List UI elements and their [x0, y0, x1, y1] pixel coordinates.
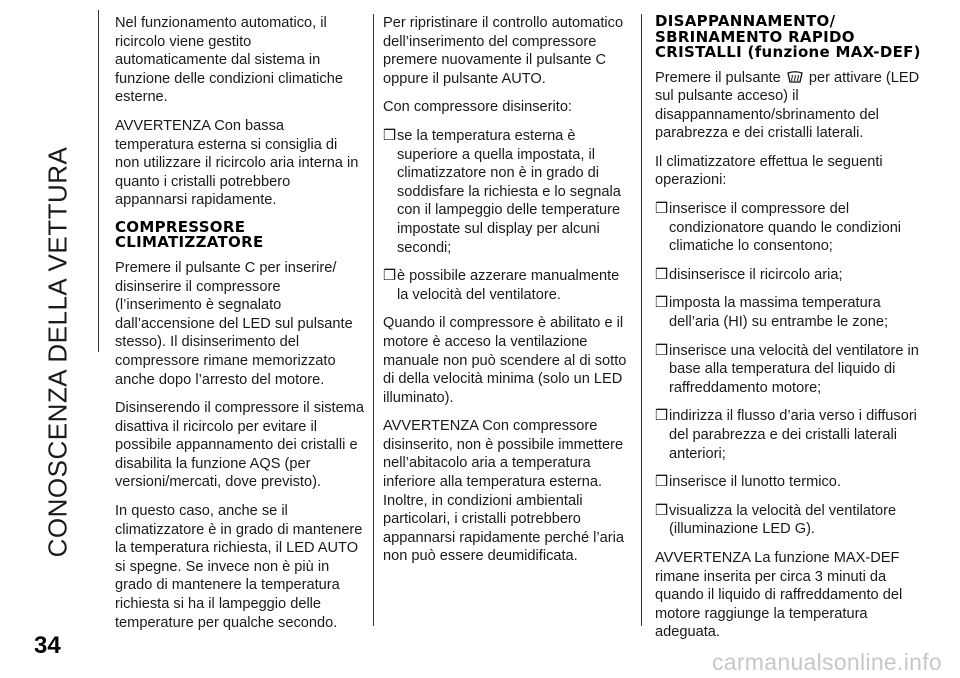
- sidebar-divider: [98, 10, 99, 352]
- text-column-2: [383, 14, 633, 576]
- watermark: carmanualsonline.info: [711, 649, 942, 675]
- paragraph-text: per attivare (LED sul pulsante acceso) il disappannamento/sbrinamento del parabrezza e dei cristalli laterali.: [655, 69, 920, 142]
- paragraph: Premere il pulsante C per inserire/ disinserire il compressore (l’inserimento è segnalato dall’accensione del LED sul pulsante stesso). Il disinserimento del compressore rimane memorizzato anche dopo l’arresto del motore.: [115, 259, 353, 388]
- checkbox-bullet-icon: ❒: [655, 201, 669, 218]
- bullet-item: [383, 267, 633, 304]
- checkbox-bullet-icon: ❒: [383, 268, 397, 285]
- bullet-item: [655, 407, 923, 463]
- bullet-text: è possibile azzerare manualmente la velocità del ventilatore.: [397, 268, 620, 303]
- paragraph: In questo caso, anche se il climatizzatore è in grado di mantenere la temperatura richiesta, il LED AUTO si spegne. Se invece non è più in grado di mantenere la temperatura richiesta si ha il lampeggio delle temperature per qualche secondo.: [115, 503, 363, 631]
- bullet-item: [655, 342, 923, 398]
- paragraph: Nel funzionamento automatico, il ricircolo viene gestito automaticamente dal sistema in funzione delle condizioni climatiche esterne.: [115, 15, 343, 106]
- section-title: CONOSCENZA DELLA VETTURA: [42, 146, 73, 558]
- paragraph: Quando il compressore è abilitato e il motore è acceso la ventilazione manuale non può scendere al di sotto di della velocità minima (solo un LED illuminato).: [383, 315, 627, 406]
- paragraph-text: Premere il pulsante: [655, 69, 781, 86]
- warning-paragraph: AVVERTENZA La funzione MAX-DEF rimane inserita per circa 3 minuti da quando il liquido di raffreddamento del motore raggiunge la temperatura adeguata.: [655, 549, 903, 641]
- checkbox-bullet-icon: ❒: [383, 127, 397, 144]
- checkbox-bullet-icon: ❒: [655, 266, 669, 283]
- windshield-defrost-icon: [787, 71, 803, 83]
- paragraph: [655, 69, 923, 143]
- text-column-1: [115, 14, 365, 642]
- section-heading: DISAPPANNAMENTO/ SBRINAMENTO RAPIDO CRISTALLI (funzione MAX-DEF): [655, 12, 921, 61]
- paragraph: Con compressore disinserito:: [383, 99, 572, 116]
- column-divider: [373, 14, 374, 626]
- warning-paragraph: AVVERTENZA Con compressore disinserito, non è possibile immettere nell’abitacolo aria a temperatura inferiore alla temperatura esterna. Inoltre, in condizioni ambientali particolari, i cristalli potrebbero appannarsi rapidamente perché l’aria non può essere deumidificata.: [383, 418, 624, 565]
- bullet-item: [655, 200, 923, 256]
- bullet-text: se la temperatura esterna è superiore a quella impostata, il climatizzatore non è in grado di soddisfare la richiesta e lo segnala con il lampeggio delle temperature impostate sul display per alcuni secondi;: [397, 127, 621, 256]
- paragraph: Per ripristinare il controllo automatico dell’inserimento del compressore premere nuovamente il pulsante C oppure il pulsante AUTO.: [383, 15, 624, 87]
- paragraph: Il climatizzatore effettua le seguenti operazioni:: [655, 153, 883, 189]
- text-column-3: [655, 14, 923, 652]
- column-divider: [641, 14, 642, 626]
- page-number: 34: [34, 632, 61, 659]
- bullet-item: [655, 294, 923, 331]
- checkbox-bullet-icon: ❒: [655, 502, 669, 519]
- bullet-text: inserisce una velocità del ventilatore in base alla temperatura del liquido di raffreddamento motore;: [669, 342, 919, 396]
- bullet-text: imposta la massima temperatura dell’aria (HI) su entrambe le zone;: [669, 295, 889, 331]
- checkbox-bullet-icon: ❒: [655, 342, 669, 359]
- bullet-item: [655, 502, 923, 539]
- bullet-item: [655, 473, 923, 492]
- paragraph: Disinserendo il compressore il sistema disattiva il ricircolo per evitare il possibile appannamento dei cristalli e disabilita la funzione AQS (per versioni/mercati, dove previsto).: [115, 400, 364, 491]
- bullet-item: [655, 266, 923, 285]
- bullet-text: indirizza il flusso d’aria verso i diffusori del parabrezza e dei cristalli laterali anteriori;: [669, 408, 917, 462]
- bullet-text: inserisce il compressore del condizionatore quando le condizioni climatiche lo consentono;: [669, 201, 902, 255]
- section-heading: COMPRESSORE CLIMATIZZATORE: [115, 217, 264, 252]
- checkbox-bullet-icon: ❒: [655, 295, 669, 312]
- warning-paragraph: AVVERTENZA Con bassa temperatura esterna si consiglia di non utilizzare il ricircolo aria interna in quanto i cristalli potrebbero appannarsi rapidamente.: [115, 117, 359, 209]
- bullet-text: inserisce il lunotto termico.: [669, 474, 841, 491]
- bullet-item: [383, 127, 633, 257]
- bullet-text: visualizza la velocità del ventilatore (illuminazione LED G).: [669, 502, 897, 538]
- checkbox-bullet-icon: ❒: [655, 408, 669, 425]
- checkbox-bullet-icon: ❒: [655, 474, 669, 491]
- bullet-text: disinserisce il ricircolo aria;: [669, 266, 843, 283]
